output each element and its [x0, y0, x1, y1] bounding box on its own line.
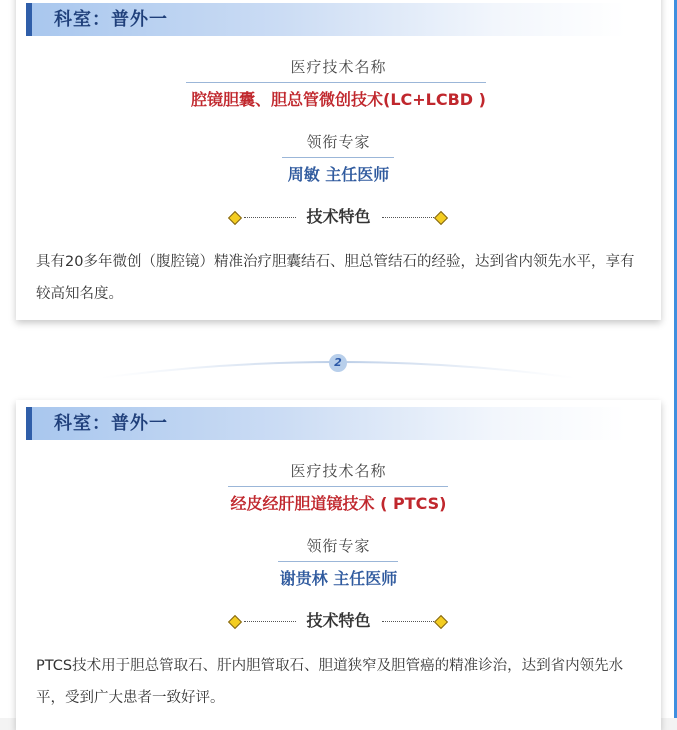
department-bar-1 — [26, 3, 626, 36]
feature-title: 技术特色 — [306, 207, 371, 226]
page-number-badge: 2 — [329, 354, 347, 372]
department-title: 科室：普外一 — [54, 9, 168, 30]
dotted-line-right — [382, 621, 434, 622]
expert-label: 领衔专家 — [306, 537, 371, 555]
tech-label-underline — [228, 486, 448, 487]
feature-description: PTCS技术用于胆总管取石、肝内胆管取石、胆道狭窄及胆管癌的精准诊治，达到省内领先水平，受到广大患者一致好评。 — [36, 658, 624, 706]
expert-label: 领衔专家 — [306, 133, 371, 151]
feature-description: 具有20多年微创（腹腔镜）精准治疗胆囊结石、胆总管结石的经验，达到省内领先水平，享有较高知名度。 — [36, 254, 635, 302]
tech-label-underline — [186, 82, 486, 83]
expert-label-underline — [278, 561, 398, 562]
expert-name: 周敏 主任医师 — [287, 165, 390, 184]
tech-name-label: 医疗技术名称 — [290, 462, 387, 480]
expert-label-underline — [282, 157, 394, 158]
department-bar-2 — [26, 407, 626, 440]
department-title: 科室：普外一 — [54, 413, 168, 434]
tech-name: 经皮经肝胆道镜技术 ( PTCS) — [230, 494, 447, 513]
dotted-line-right — [382, 217, 434, 218]
feature-heading-2 — [16, 610, 661, 634]
tech-name-label: 医疗技术名称 — [290, 58, 387, 76]
tech-name: 腔镜胆囊、胆总管微创技术(LC+LCBD ) — [191, 90, 486, 109]
expert-name: 谢贵林 主任医师 — [279, 569, 398, 588]
feature-title: 技术特色 — [306, 611, 371, 630]
feature-heading-1 — [16, 206, 661, 230]
